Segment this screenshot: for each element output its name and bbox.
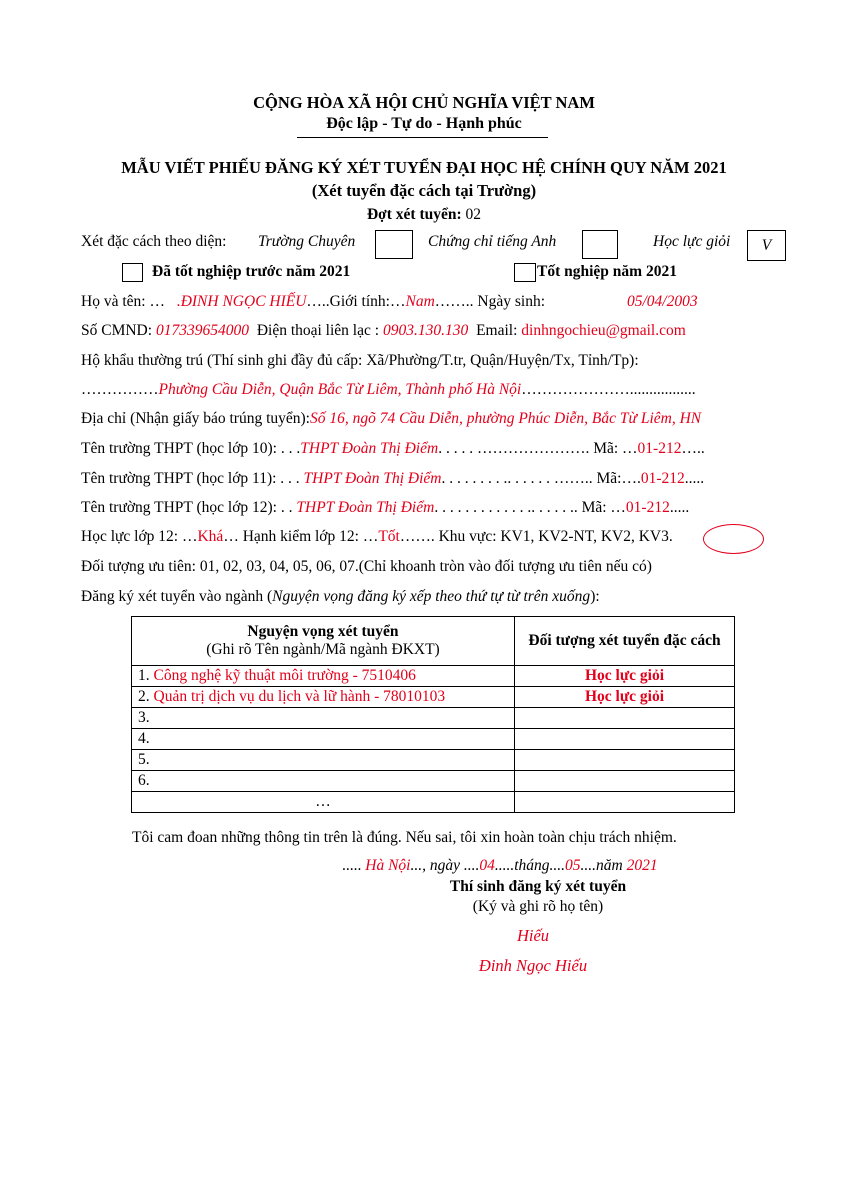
school-dots: . . . . . …………………. Mã: … xyxy=(438,440,638,457)
date-c: ....năm xyxy=(580,857,627,874)
special-type-cell[interactable] xyxy=(515,750,735,771)
table-row xyxy=(132,729,735,750)
date-month: 05 xyxy=(565,857,581,874)
row-number: 1. xyxy=(138,667,150,684)
address-line xyxy=(81,410,701,428)
special-option-english: Chứng chỉ tiếng Anh xyxy=(428,233,557,250)
special-label: Xét đặc cách theo diện: xyxy=(81,233,227,250)
special-type-cell[interactable] xyxy=(515,729,735,750)
date-a: ..., ngày .... xyxy=(410,857,480,874)
school-line-12 xyxy=(81,499,689,517)
table-row xyxy=(132,750,735,771)
table-row xyxy=(132,708,735,729)
aspiration-cell[interactable] xyxy=(132,750,515,771)
address-value: Số 16, ngõ 74 Cầu Diễn, phường Phúc Diễn, Bắc Từ Liêm, HN xyxy=(310,410,702,427)
school-end: ….. xyxy=(681,440,705,457)
table-row xyxy=(132,666,735,687)
phone-value: 0903.130.130 xyxy=(382,322,469,339)
school-label: Tên trường THPT (học lớp 10): . . . xyxy=(81,440,301,457)
name-line xyxy=(81,293,545,311)
school-dots: . . . . . . . . . . . . .. . . . . .. Mã: … xyxy=(434,499,626,516)
round-label: Đợt xét tuyển: xyxy=(366,206,462,223)
area-selected: KV3. xyxy=(638,528,673,545)
school-end: ..... xyxy=(669,499,690,516)
special-type-cell[interactable]: Học lực giỏi xyxy=(515,666,735,687)
date-b: .....tháng.... xyxy=(494,857,566,874)
school-line-11 xyxy=(81,470,704,488)
row-ellipsis: … xyxy=(315,793,331,810)
signature: Hiếu xyxy=(516,926,550,945)
address-label: Địa chỉ (Nhận giấy báo trúng tuyển): xyxy=(81,410,310,427)
school-label: Tên trường THPT (học lớp 11): . . . xyxy=(81,470,300,487)
form-subtitle: (Xét tuyển đặc cách tại Trường) xyxy=(311,181,537,200)
email-label: Email: xyxy=(476,322,518,339)
graduate-2021-label: Tốt nghiệp năm 2021 xyxy=(537,263,677,280)
id-value: 017339654000 xyxy=(155,322,249,339)
school-end: ..... xyxy=(684,470,705,487)
residence-line xyxy=(81,381,696,399)
signer-title: Thí sinh đăng ký xét tuyển xyxy=(449,878,627,895)
residence-lead: …………… xyxy=(81,381,159,398)
graduated-before-label: Đã tốt nghiệp trước năm 2021 xyxy=(152,263,351,280)
col-special-header: Đối tượng xét tuyển đặc cách xyxy=(515,617,735,666)
grades-line xyxy=(81,528,673,546)
gender-value: Nam xyxy=(405,293,435,310)
dob-value: 05/04/2003 xyxy=(627,293,698,310)
motto-underline xyxy=(297,137,548,138)
school-name: THPT Đoàn Thị Điểm xyxy=(300,440,439,457)
special-type-cell[interactable]: Học lực giỏi xyxy=(515,687,735,708)
round-line xyxy=(0,206,848,224)
form-title: MẪU VIẾT PHIẾU ĐĂNG KÝ XÉT TUYỂN ĐẠI HỌC HỆ CHÍNH QUY NĂM 2021 xyxy=(121,158,727,177)
date-year: 2021 xyxy=(626,857,658,874)
table-header-row xyxy=(132,617,735,666)
aspiration-cell[interactable] xyxy=(132,666,515,687)
school-code: 01-212 xyxy=(625,499,670,516)
checkbox-academic-excellent[interactable] xyxy=(747,230,786,261)
checkbox-specialized-school[interactable] xyxy=(375,230,413,259)
date-line xyxy=(342,857,658,875)
col-aspiration-title: Nguyện vọng xét tuyển xyxy=(247,623,399,640)
academic-label: Học lực lớp 12: … xyxy=(81,528,198,545)
school-name: THPT Đoàn Thị Điểm xyxy=(296,499,435,516)
register-note: Nguyện vọng đăng ký xếp theo thứ tự từ trên xuống xyxy=(272,588,591,605)
email-value: dinhngochieu@gmail.com xyxy=(521,322,686,339)
motto: Độc lập - Tự do - Hạnh phúc xyxy=(326,115,522,132)
special-type-cell[interactable] xyxy=(515,708,735,729)
special-type-cell[interactable] xyxy=(515,771,735,792)
school-line-10 xyxy=(81,440,705,458)
signer-name: Đinh Ngọc Hiếu xyxy=(478,956,588,975)
priority-line: Đối tượng ưu tiên: 01, 02, 03, 04, 05, 06, 07.(Chỉ khoanh tròn vào đối tượng ưu tiên nếu có) xyxy=(81,558,652,575)
table-row xyxy=(132,771,735,792)
aspiration-cell[interactable] xyxy=(132,771,515,792)
id-label: Số CMND: xyxy=(81,322,153,339)
date-pre: ..... xyxy=(342,857,366,874)
aspiration-cell[interactable] xyxy=(132,729,515,750)
area-selection-circle xyxy=(703,524,764,554)
area-label: ……. Khu vực: KV1, KV2-NT, KV2, xyxy=(399,528,635,545)
col-aspiration-header xyxy=(132,617,515,666)
special-type-cell[interactable] xyxy=(515,792,735,813)
school-code: 01-212 xyxy=(640,470,685,487)
table-row xyxy=(132,792,735,813)
row-number: 3. xyxy=(138,709,150,726)
academic-value: Khá xyxy=(197,528,224,545)
register-label: Đăng ký xét tuyển vào ngành ( xyxy=(81,588,273,605)
major-value: Quản trị dịch vụ du lịch và lữ hành - 78010103 xyxy=(153,688,446,705)
date-day: 04 xyxy=(479,857,495,874)
contact-line xyxy=(81,322,686,340)
dob-label: …….. Ngày sinh: xyxy=(434,293,545,310)
major-value: Công nghệ kỹ thuật môi trường - 7510406 xyxy=(153,667,416,684)
checkbox-graduate-2021[interactable] xyxy=(514,263,536,282)
checkbox-graduated-before[interactable] xyxy=(122,263,143,282)
row-number: 4. xyxy=(138,730,150,747)
round-value: 02 xyxy=(465,206,482,223)
register-end: ): xyxy=(590,588,600,605)
date-city: Hà Nội xyxy=(365,857,411,874)
aspiration-cell[interactable] xyxy=(132,792,515,813)
aspiration-cell[interactable] xyxy=(132,708,515,729)
conduct-value: Tốt xyxy=(378,528,400,545)
row-number: 5. xyxy=(138,751,150,768)
name-value: .ĐINH NGỌC HIẾU xyxy=(176,293,307,310)
residence-trail: …………………................. xyxy=(521,381,696,398)
table-row xyxy=(132,687,735,708)
signer-note: (Ký và ghi rõ họ tên) xyxy=(472,898,604,915)
aspiration-cell[interactable] xyxy=(132,687,515,708)
academic-check-mark: V xyxy=(761,237,772,254)
register-line xyxy=(81,588,600,606)
residence-label: Hộ khẩu thường trú (Thí sinh ghi đầy đủ cấp: Xã/Phường/T.tr, Quận/Huyện/Tx, Tỉnh/Tp): xyxy=(81,352,639,369)
residence-value: Phường Cầu Diễn, Quận Bắc Từ Liêm, Thành phố Hà Nội xyxy=(158,381,522,398)
row-number: 6. xyxy=(138,772,150,789)
aspiration-table xyxy=(131,616,735,813)
phone-label: Điện thoại liên lạc : xyxy=(256,322,380,339)
gender-label: …..Giới tính:… xyxy=(306,293,406,310)
pledge-text: Tôi cam đoan những thông tin trên là đúng. Nếu sai, tôi xin hoàn toàn chịu trách nhiệm. xyxy=(132,829,677,846)
checkbox-english-cert[interactable] xyxy=(582,230,618,259)
name-label: Họ và tên: … xyxy=(81,293,165,310)
country-header: CỘNG HÒA XÃ HỘI CHỦ NGHĨA VIỆT NAM xyxy=(253,93,595,112)
col-aspiration-subtitle: (Ghi rõ Tên ngành/Mã ngành ĐKXT) xyxy=(206,641,440,658)
special-option-school: Trường Chuyên xyxy=(258,233,356,250)
school-name: THPT Đoàn Thị Điểm xyxy=(303,470,442,487)
special-option-academic: Học lực giỏi xyxy=(653,233,731,250)
school-dots: . . . . . . . . .. . . . . . …….. Mã:…. xyxy=(441,470,641,487)
conduct-label: … Hạnh kiểm lớp 12: … xyxy=(223,528,379,545)
school-code: 01-212 xyxy=(637,440,682,457)
school-label: Tên trường THPT (học lớp 12): . . xyxy=(81,499,293,516)
row-number: 2. xyxy=(138,688,150,705)
